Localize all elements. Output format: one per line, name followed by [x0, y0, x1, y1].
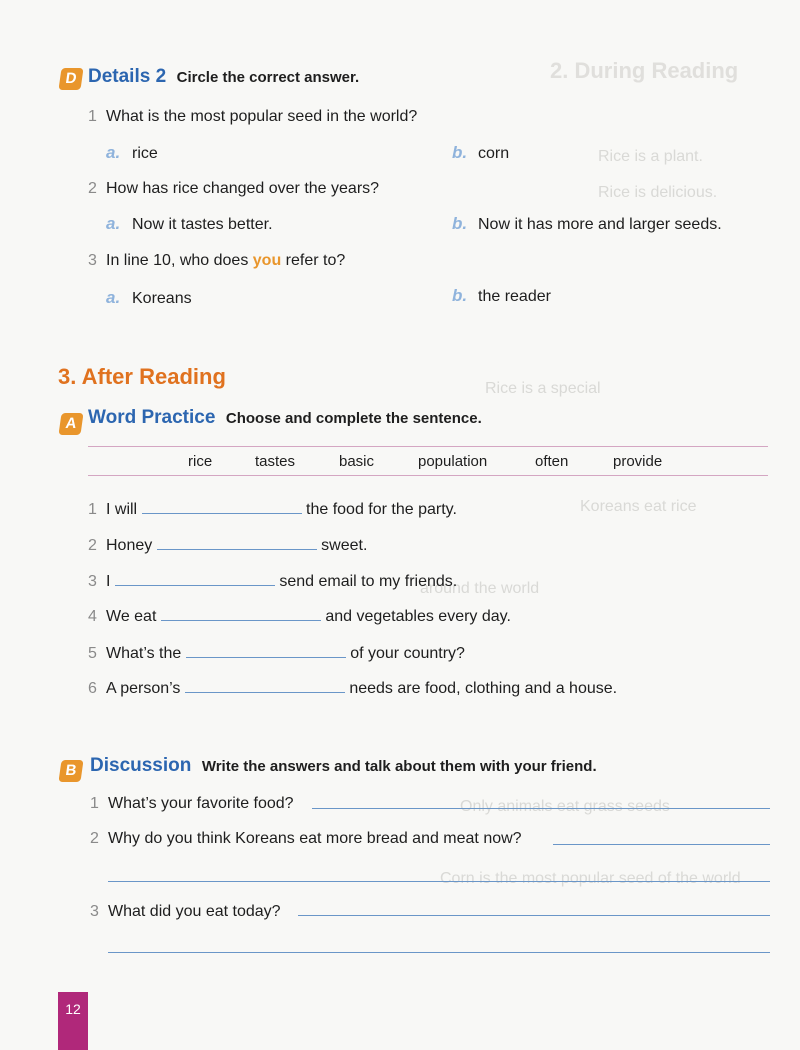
word-practice-heading — [88, 407, 482, 429]
question-number: 3 — [88, 252, 97, 269]
word-bank-item: population — [418, 453, 488, 470]
question-number: 2 — [90, 830, 99, 847]
question-text: In line 10, who does — [106, 252, 253, 269]
discussion-question-2 — [90, 830, 522, 848]
word-bank-item: basic — [339, 453, 375, 470]
question-3 — [88, 252, 345, 270]
question-text: What’s your favorite food? — [108, 795, 294, 812]
question-number: 3 — [90, 903, 99, 920]
bleed-through-text: Rice is delicious. — [598, 184, 718, 201]
sentence-text: and vegetables every day. — [325, 608, 511, 625]
option-text: the reader — [478, 288, 551, 305]
question-1-option-a[interactable] — [106, 143, 158, 163]
bleed-through-heading: 2. During Reading — [550, 58, 739, 83]
option-letter: b. — [452, 214, 468, 233]
section-badge-b: B — [58, 760, 83, 782]
question-text: Why do you think Koreans eat more bread and meat now? — [108, 830, 522, 847]
bleed-through-text: Corn is the most popular seed of the world — [440, 870, 741, 887]
question-text: How has rice changed over the years? — [106, 180, 380, 197]
question-number: 2 — [88, 180, 97, 197]
discussion-question-1 — [90, 795, 294, 813]
sentence-number: 6 — [88, 680, 97, 697]
question-text: refer to? — [281, 252, 346, 269]
answer-blank[interactable] — [157, 535, 317, 550]
answer-line[interactable] — [108, 881, 770, 882]
sentence-4 — [88, 606, 511, 626]
sentence-text: We eat — [106, 608, 157, 625]
answer-blank[interactable] — [142, 499, 302, 514]
question-3-option-b[interactable] — [452, 286, 551, 306]
answer-line[interactable] — [312, 808, 770, 809]
sentence-text: send email to my friends. — [279, 573, 458, 590]
word-bank-item: tastes — [255, 453, 296, 470]
answer-blank[interactable] — [186, 643, 346, 658]
sentence-text: of your country? — [350, 645, 465, 662]
sentence-number: 1 — [88, 501, 97, 518]
word-bank-item: rice — [188, 453, 213, 470]
sentence-1 — [88, 499, 457, 519]
question-number: 1 — [88, 108, 97, 125]
sentence-text: the food for the party. — [306, 501, 457, 518]
after-reading-title: 3. After Reading — [58, 364, 226, 389]
sentence-number: 4 — [88, 608, 97, 625]
option-text: rice — [132, 145, 158, 162]
highlighted-word: you — [252, 252, 282, 269]
sentence-text: sweet. — [321, 537, 368, 554]
option-text: Koreans — [132, 290, 192, 307]
sentence-text: I — [106, 573, 111, 590]
discussion-question-3 — [90, 903, 281, 921]
sentence-2 — [88, 535, 367, 555]
option-letter: a. — [106, 143, 121, 162]
bleed-through-text: Koreans eat rice — [580, 498, 697, 515]
question-1 — [88, 108, 417, 126]
word-bank-item: often — [535, 453, 569, 470]
details2-instruction: Circle the correct answer. — [176, 69, 360, 86]
question-3-option-a[interactable] — [106, 288, 192, 308]
sentence-number: 3 — [88, 573, 97, 590]
sentence-text: What’s the — [106, 645, 182, 662]
question-2-option-a[interactable] — [106, 214, 273, 234]
details2-heading — [88, 66, 359, 88]
section-badge-a: A — [58, 413, 83, 435]
discussion-heading — [90, 755, 597, 777]
section-badge-d: D — [58, 68, 83, 90]
option-text: Now it tastes better. — [132, 216, 273, 233]
bleed-through-text: around the world — [420, 580, 540, 597]
bleed-through-text: Rice is a special — [485, 380, 601, 397]
question-text: What is the most popular seed in the world? — [106, 108, 418, 125]
sentence-number: 5 — [88, 645, 97, 662]
word-practice-title: Word Practice — [88, 407, 216, 428]
sentence-5 — [88, 643, 465, 663]
word-practice-instruction: Choose and complete the sentence. — [225, 410, 482, 427]
answer-blank[interactable] — [161, 606, 321, 621]
sentence-text: needs are food, clothing and a house. — [349, 680, 618, 697]
sentence-3 — [88, 571, 457, 591]
question-text: What did you eat today? — [108, 903, 281, 920]
answer-blank[interactable] — [115, 571, 275, 586]
answer-line[interactable] — [553, 844, 770, 845]
option-text: Now it has more and larger seeds. — [478, 216, 722, 233]
option-text: corn — [478, 145, 510, 162]
word-bank — [88, 446, 768, 476]
question-number: 1 — [90, 795, 99, 812]
discussion-title: Discussion — [90, 755, 192, 776]
sentence-6 — [88, 678, 617, 698]
sentence-text: Honey — [106, 537, 153, 554]
option-letter: b. — [452, 143, 468, 162]
bleed-through-text: Only animals eat grass seeds — [460, 798, 670, 815]
answer-blank[interactable] — [185, 678, 345, 693]
question-2 — [88, 180, 379, 198]
details2-title: Details 2 — [88, 66, 167, 87]
option-letter: a. — [106, 288, 121, 307]
sentence-number: 2 — [88, 537, 97, 554]
answer-line[interactable] — [298, 915, 770, 916]
option-letter: b. — [452, 286, 468, 305]
sentence-text: I will — [106, 501, 138, 518]
sentence-text: A person’s — [106, 680, 181, 697]
discussion-instruction: Write the answers and talk about them with your friend. — [201, 758, 597, 775]
bleed-through-text: Rice is a plant. — [598, 148, 703, 165]
question-2-option-b[interactable] — [452, 214, 722, 234]
option-letter: a. — [106, 214, 121, 233]
answer-line[interactable] — [108, 952, 770, 953]
page-number: 12 — [58, 992, 88, 1050]
question-1-option-b[interactable] — [452, 143, 509, 163]
word-bank-item: provide — [613, 453, 663, 470]
